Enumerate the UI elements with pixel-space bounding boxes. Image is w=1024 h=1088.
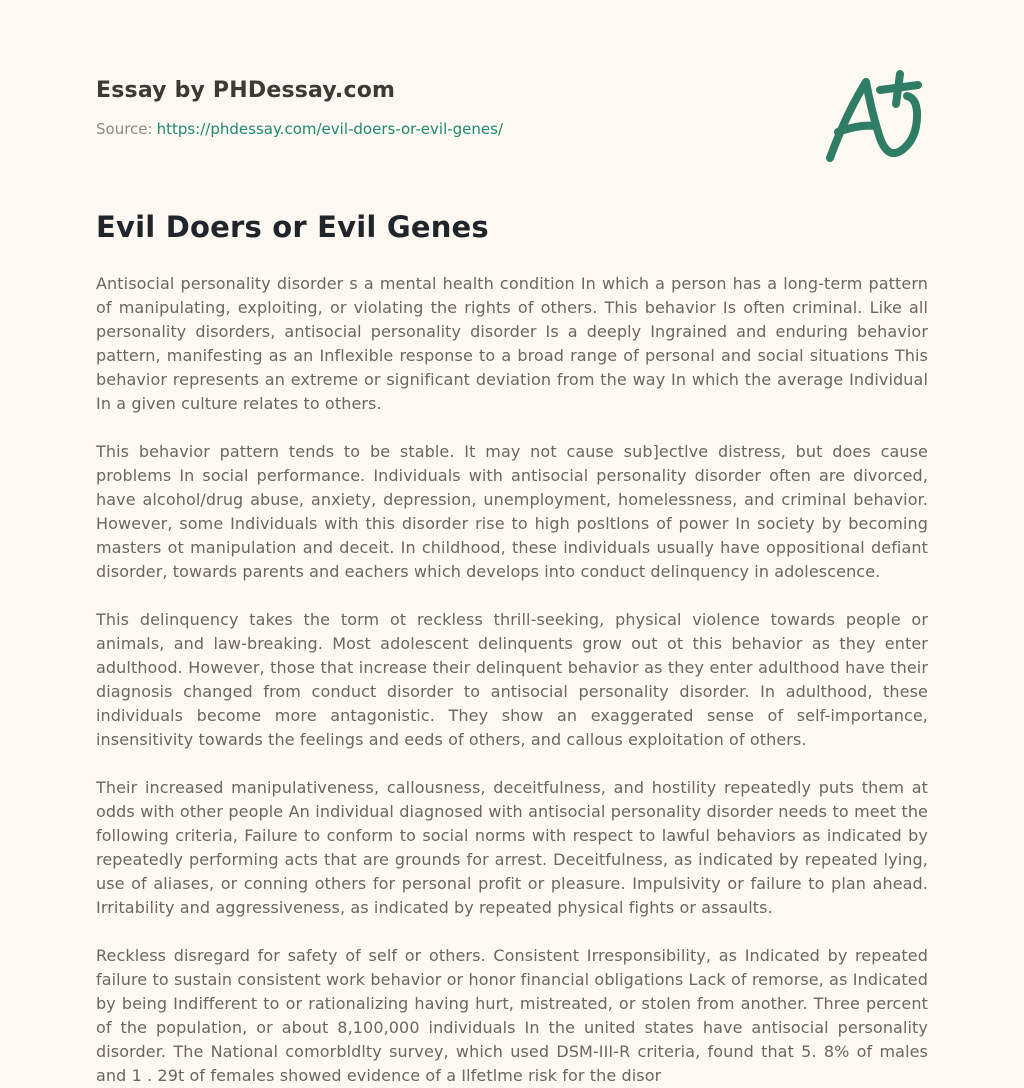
- essay-title: Evil Doers or Evil Genes: [96, 210, 489, 244]
- essay-paragraph: Reckless disregard for safety of self or others. Consistent Irresponsibility, as Indicated by repeated failure to sustain consistent work behavior or honor financial obligations Lack of remorse, as Indicated by being Indifferent to or rationalizing having hurt, mistreated, or stolen from another. Three percent of the population, or about 8,100,000 individuals In the united states have antisocial personality disorder. The National comorbldlty survey, which used DSM-III-R criteria, found that 5. 8% of males and 1 . 29t of females showed evidence of a Ilfetlme risk for the disor: [96, 946, 928, 1085]
- essay-body: [96, 272, 928, 1088]
- source-line: [96, 120, 928, 138]
- essay-paragraph: This delinquency takes the torm ot reckless thrill-seeking, physical violence towards people or animals, and law-breaking. Most adolescent delinquents grow out ot this behavior as they enter adulthood. However, those that increase their delinquent behavior as they enter adulthood have their diagnosis changed from conduct disorder to antisocial personality disorder. In adulthood, these individuals become more antagonistic. They show an exaggerated sense of self-importance, insensitivity towards the feelings and eeds of others, and callous exploitation of others.: [96, 610, 928, 749]
- essay-paragraph: This behavior pattern tends to be stable. It may not cause sub]ectlve distress, but does cause problems In social performance. Individuals with antisocial personality disorder often are divorced, have alcohol/drug abuse, anxiety, depression, unemployment, homelessness, and criminal behavior. However, some Individuals with this disorder rise to high posltlons of power In society by becoming masters ot manipulation and deceit. In childhood, these individuals usually have oppositional defiant disorder, towards parents and eachers which develops into conduct delinquency in adolescence.: [96, 442, 928, 581]
- page-header: [96, 78, 928, 138]
- essay-paragraph: Antisocial personality disorder s a mental health condition In which a person has a long-term pattern of manipulating, exploiting, or violating the rights of others. This behavior Is often criminal. Like all personality disorders, antisocial personality disorder Is a deeply Ingrained and enduring behavior pattern, manifesting as an Inflexible response to a broad range of personal and social situations This behavior represents an extreme or significant deviation from the way In which the average Individual In a given culture relates to others.: [96, 274, 928, 413]
- essay-paragraph: Their increased manipulativeness, callousness, deceitfulness, and hostility repeatedly puts them at odds with other people An individual diagnosed with antisocial personality disorder needs to meet the following criteria, Failure to conform to social norms with respect to lawful behaviors as indicated by repeatedly performing acts that are grounds for arrest. Deceitfulness, as indicated by repeated lying, use of aliases, or conning others for personal profit or pleasure. Impulsivity or failure to plan ahead. Irritability and aggressiveness, as indicated by repeated physical fights or assaults.: [96, 778, 928, 917]
- site-title: Essay by PHDessay.com: [96, 78, 396, 103]
- source-label: Source:: [96, 120, 153, 138]
- source-url-link[interactable]: https://phdessay.com/evil-doers-or-evil-genes/: [156, 120, 503, 138]
- a-plus-logo-icon: [822, 66, 934, 168]
